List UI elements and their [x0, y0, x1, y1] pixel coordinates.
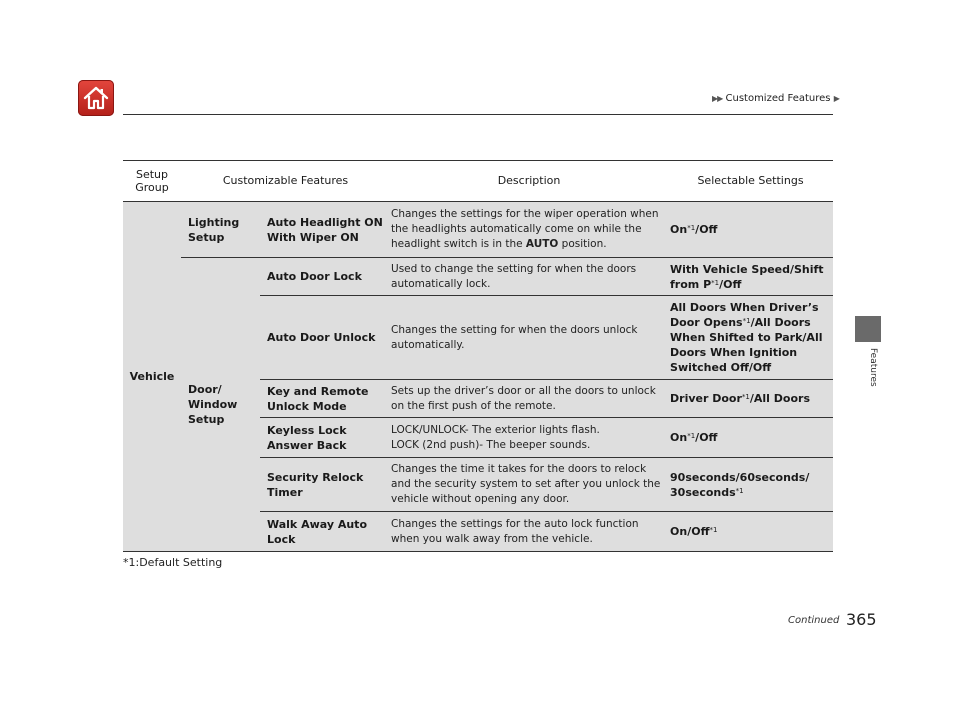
selectable-settings: [668, 458, 833, 512]
feature-description: [390, 418, 668, 458]
table-header-row: [123, 161, 833, 202]
setting-default: Driver Door: [670, 392, 742, 405]
setting-other: /Off: [695, 431, 718, 444]
header-rule: [123, 114, 833, 115]
setting-default: On: [670, 431, 688, 444]
feature-name: Keyless Lock Answer Back: [260, 418, 390, 458]
home-icon: [82, 84, 110, 112]
breadcrumb-customized-features[interactable]: Customized Features: [725, 93, 831, 104]
header-setup-group: Setup Group: [123, 161, 181, 202]
header-selectable-settings: Selectable Settings: [668, 161, 833, 202]
feature-name: Key and Remote Unlock Mode: [260, 380, 390, 418]
features-tab-marker[interactable]: [855, 316, 881, 342]
breadcrumb-arrows-icon: ▶▶: [712, 94, 723, 103]
feature-description: Sets up the driver’s door or all the doors to unlock on the first push of the remote.: [390, 380, 668, 418]
setting-default: 90seconds/60seconds/ 30seconds: [670, 470, 810, 499]
customization-table: [123, 160, 833, 552]
continued-label: Continued: [788, 615, 840, 626]
feature-name: Auto Door Lock: [260, 258, 390, 296]
breadcrumb-end-arrow-icon: ▶: [833, 94, 839, 103]
desc-text-end: position.: [558, 238, 607, 250]
setting-default: With Vehicle Speed/Shift from P: [670, 262, 824, 291]
features-tab-label: Features: [868, 348, 878, 387]
footnote-default-setting: *1:Default Setting: [123, 556, 223, 569]
feature-description: [390, 202, 668, 258]
feature-name: Walk Away Auto Lock: [260, 512, 390, 552]
selectable-settings: [668, 512, 833, 552]
selectable-settings: [668, 380, 833, 418]
desc-line: LOCK (2nd push)- The beeper sounds.: [391, 438, 591, 451]
desc-bold-text: AUTO: [525, 238, 559, 250]
selectable-settings: [668, 202, 833, 258]
default-marker: *1: [709, 526, 718, 534]
setting-other: /All Doors: [749, 392, 810, 405]
desc-line: LOCK/UNLOCK- The exterior lights flash.: [391, 423, 600, 436]
setting-other: /Off: [695, 223, 718, 236]
header-customizable-features: Customizable Features: [181, 161, 390, 202]
setup-group-vehicle: Vehicle: [123, 202, 181, 552]
table-row: [123, 202, 833, 258]
subgroup-lighting-setup: Lighting Setup: [181, 202, 260, 258]
breadcrumb[interactable]: [712, 93, 839, 104]
default-marker: *1: [687, 432, 696, 440]
header-description: Description: [390, 161, 668, 202]
default-marker: *1: [687, 224, 696, 232]
setting-other: /Off: [719, 277, 742, 291]
feature-description: Used to change the setting for when the doors automatically lock.: [390, 258, 668, 296]
default-marker: *1: [741, 393, 750, 401]
feature-name: Auto Door Unlock: [260, 296, 390, 380]
selectable-settings: [668, 258, 833, 296]
page-number: 365: [846, 610, 877, 629]
table-row: [123, 258, 833, 296]
feature-description: Changes the settings for the auto lock function when you walk away from the vehicle.: [390, 512, 668, 552]
feature-name: Security Relock Timer: [260, 458, 390, 512]
home-button[interactable]: [78, 80, 114, 116]
default-marker: *1: [711, 278, 720, 287]
setting-default: All Doors When Driver’s Door Opens: [670, 301, 819, 329]
feature-description: Changes the time it takes for the doors to relock and the security system to set after you unlock the vehicle without opening any door.: [390, 458, 668, 512]
setting-default: On: [670, 223, 688, 236]
default-marker: *1: [735, 486, 744, 495]
subgroup-door-window-setup: Door/ Window Setup: [181, 258, 260, 552]
setting-default: On/Off: [670, 525, 710, 538]
desc-text: Changes the settings for the wiper operation when the headlights automatically come on while the headlight switch is in the: [391, 208, 659, 250]
default-marker: *1: [742, 317, 751, 325]
feature-description: Changes the setting for when the doors unlock automatically.: [390, 296, 668, 380]
feature-name: Auto Headlight ON With Wiper ON: [260, 202, 390, 258]
setting-other: /All Doors When Shifted to Park/All Doors When Ignition Switched Off/Off: [670, 316, 823, 374]
selectable-settings: [668, 296, 833, 380]
selectable-settings: [668, 418, 833, 458]
